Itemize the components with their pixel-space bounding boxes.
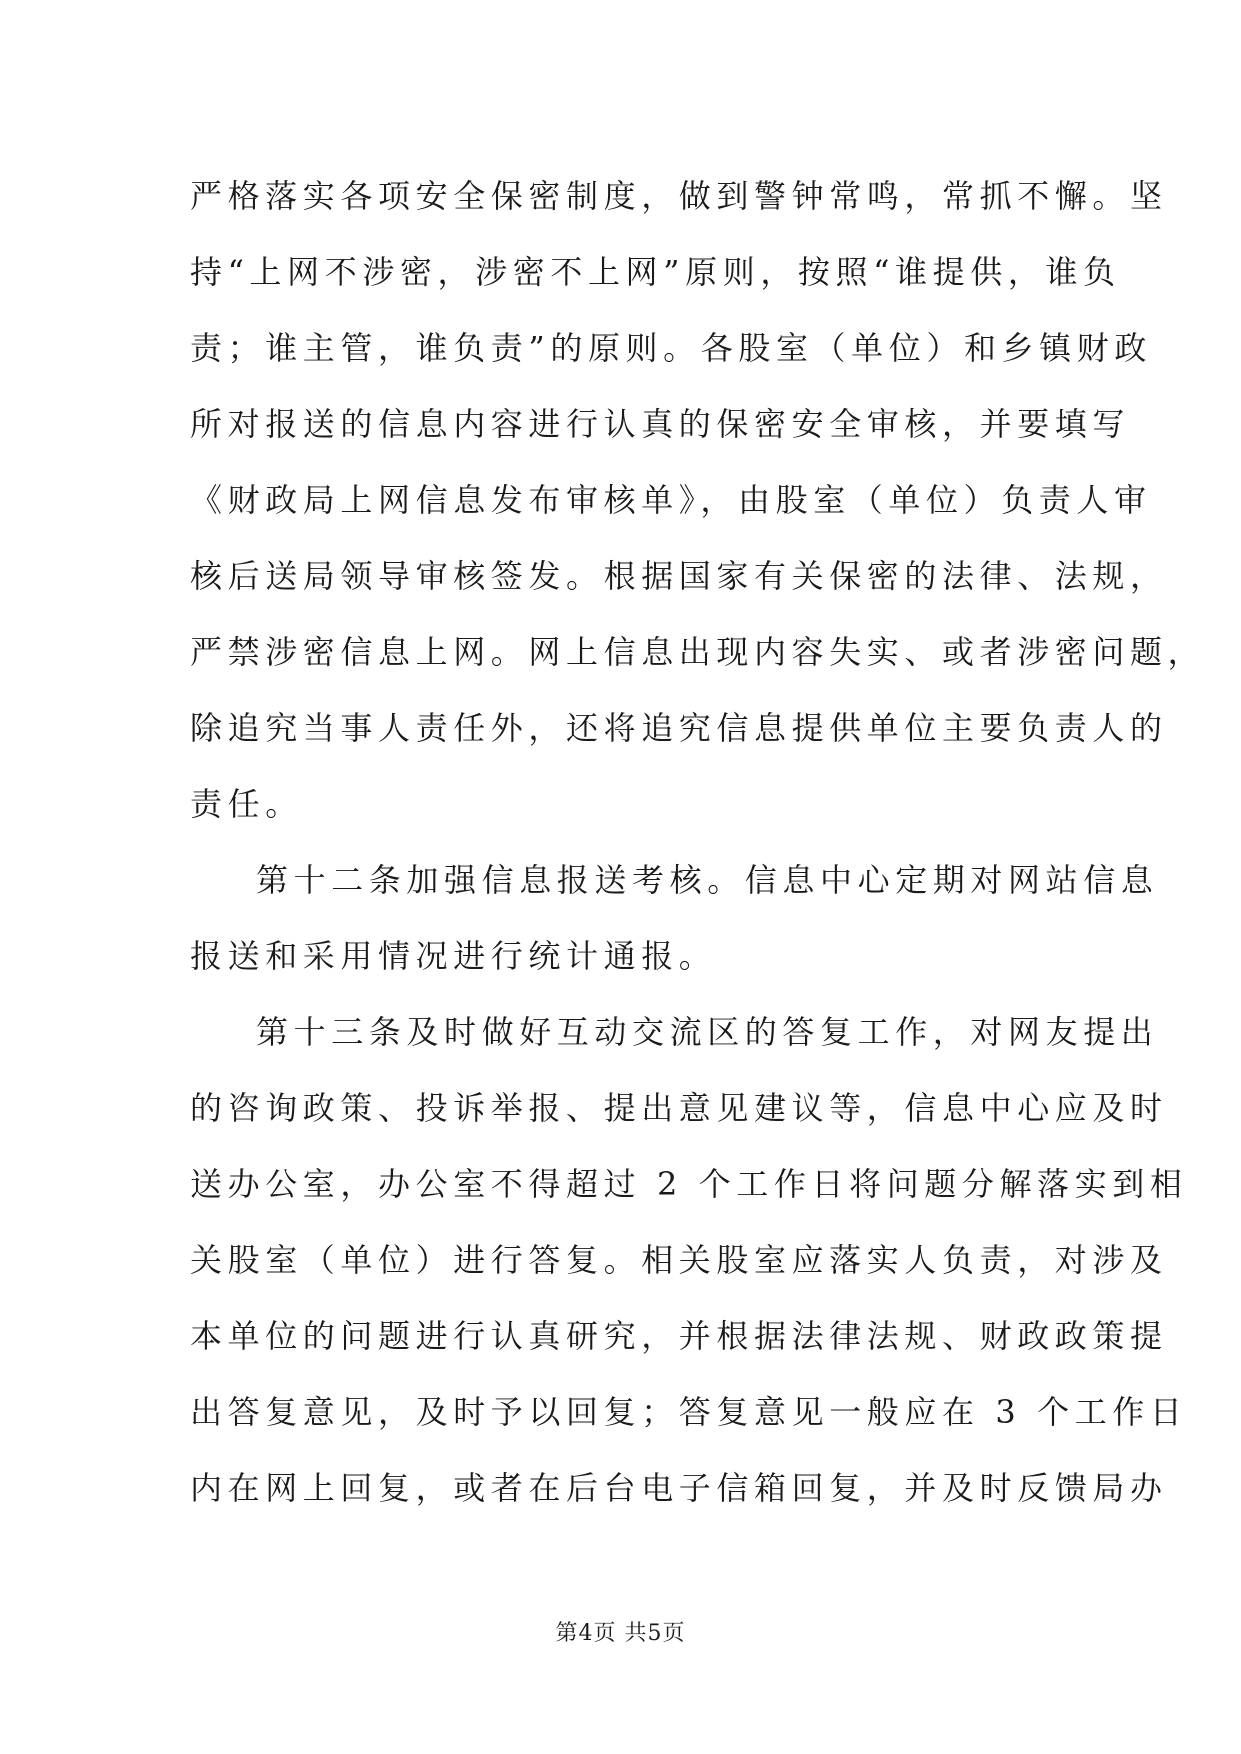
text-line-6: 核后送局领导审核签发。根据国家有关保密的法律、法规， (190, 557, 1168, 595)
text-line-17: 出答复意见，及时予以回复；答复意见一般应在 3 个工作日 (190, 1393, 1188, 1431)
page-number-footer: 第4页 共5页 (555, 1621, 686, 1646)
text-line-13: 的咨询政策、投诉举报、提出意见建议等，信息中心应及时 (190, 1089, 1168, 1127)
text-line-1: 严格落实各项安全保密制度，做到警钟常鸣，常抓不懈。坚 (190, 177, 1168, 215)
text-line-9: 责任。 (190, 785, 303, 823)
document-body (190, 158, 1206, 1526)
text-line-16: 本单位的问题进行认真研究，并根据法律法规、财政政策提 (190, 1317, 1168, 1355)
text-line-4: 所对报送的信息内容进行认真的保密安全审核，并要填写 (190, 405, 1131, 443)
text-line-2: 持“上网不涉密，涉密不上网”原则，按照“谁提供，谁负 (190, 253, 1121, 291)
text-line-10: 第十二条加强信息报送考核。信息中心定期对网站信息 (256, 861, 1159, 899)
text-line-18: 内在网上回复，或者在后台电子信箱回复，并及时反馈局办 (190, 1469, 1168, 1507)
text-line-15: 关股室（单位）进行答复。相关股室应落实人负责，对涉及 (190, 1241, 1168, 1279)
text-line-12: 第十三条及时做好互动交流区的答复工作，对网友提出 (256, 1013, 1159, 1051)
text-line-11: 报送和采用情况进行统计通报。 (190, 937, 717, 975)
text-line-8: 除追究当事人责任外，还将追究信息提供单位主要负责人的 (190, 709, 1168, 747)
text-line-7: 严禁涉密信息上网。网上信息出现内容失实、或者涉密问题， (190, 633, 1206, 671)
text-line-5: 《财政局上网信息发布审核单》，由股室（单位）负责人审 (190, 481, 1152, 519)
text-line-3: 责；谁主管，谁负责”的原则。各股室（单位）和乡镇财政 (190, 329, 1152, 367)
text-line-14: 送办公室，办公室不得超过 2 个工作日将问题分解落实到相 (190, 1165, 1188, 1203)
